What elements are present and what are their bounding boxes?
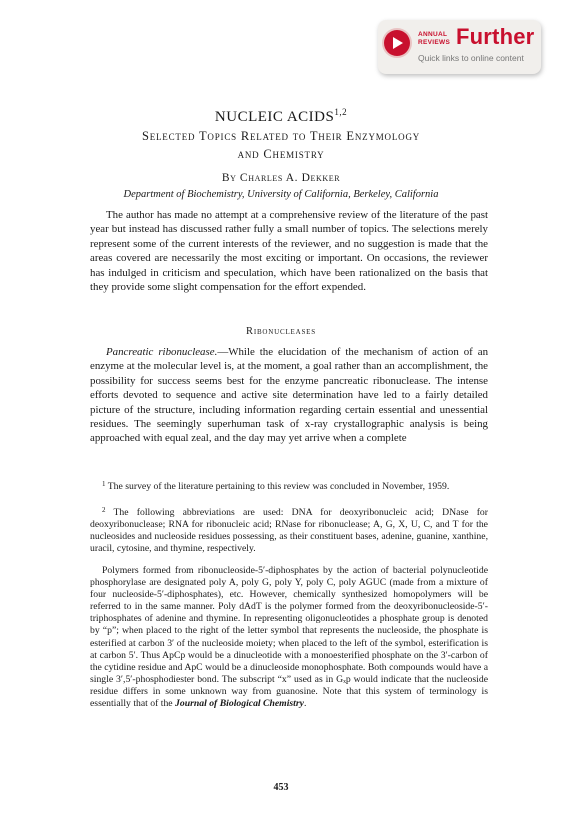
- article-title: [0, 107, 562, 126]
- author-affiliation: Department of Biochemistry, University of California, Berkeley, California: [123, 189, 439, 200]
- page-number: 453: [273, 782, 289, 793]
- footnote-2-continued: [90, 565, 488, 710]
- play-arrow-icon[interactable]: [384, 30, 410, 56]
- footnote-2: [90, 504, 488, 555]
- badge-reviews-text: REVIEWS: [418, 39, 451, 46]
- article-subtitle-line2: and Chemistry: [237, 147, 325, 161]
- intro-paragraph: The author has made no attempt at a comprehensive review of the literature of the past year but instead has discussed rather fully a small number of topics. The selections merely represent some of the current interests of the reviewer, and no suggestion is made that the areas covered are necessarily the most exciting or important. On occasions, the reviewer has indulged in criticism and speculation, which have been rationalized on the basis that they provide some slight compensation for the effort expended.: [90, 209, 488, 294]
- article-subtitle-line1: Selected Topics Related to Their Enzymology: [141, 129, 421, 143]
- further-badge[interactable]: [378, 20, 541, 74]
- author-byline: By Charles A. Dekker: [221, 172, 341, 184]
- footnote-1-text: The survey of the literature pertaining to this review was concluded in November, 1959.: [107, 481, 450, 492]
- journal-title: Journal of Biological Chemistry: [175, 698, 304, 710]
- footnote-2-text: The following abbreviations are used: DNA for deoxyribonucleic acid; DNase for deoxyribonuclease; RNA for ribonucleic acid; RNase for ribonuclease; A, G, X, U, C, and T for the nucleosides and nucleoside residues possessing, as their constituent bases, adenine, guanine, xanthine, uracil, cytosine, and thymine, respectively.: [90, 507, 488, 555]
- badge-subtext: Quick links to online content: [418, 53, 524, 63]
- section-heading: Ribonucleases: [246, 326, 316, 337]
- ribonuclease-paragraph: [90, 345, 488, 446]
- footnote-1: [90, 478, 488, 493]
- title-text: NUCLEIC ACIDS: [214, 109, 335, 125]
- footnote-3-end: .: [303, 698, 307, 710]
- footnote-1-mark: 1: [102, 480, 106, 488]
- ribonuclease-lead: Pancreatic ribonuclease.: [106, 346, 218, 358]
- ribonuclease-text: —While the elucidation of the mechanism of action of an enzyme at the molecular level is, at the moment, a goal rather than an accomplishment, the possibility for success seems best for the enzyme pancreatic ribonuclease. The intense efforts devoted to sequence and active site determination have led to a fairly detailed picture of the structure, including information regarding certain essential and unessential residues. The seemingly superhuman task of x-ray crystallographic analysis is being approached with equal zeal, and the day may yet arrive when a complete: [90, 346, 489, 445]
- badge-further-text: Further: [456, 24, 535, 49]
- title-footnote-marks: 1,2: [334, 107, 348, 117]
- footnote-3-text: Polymers formed from ribonucleoside-5′-diphosphates by the action of bacterial polynucleotide phosphorylase are designated poly A, poly G, poly Y, poly C, poly AGUC (made from a mixture of four nucleoside-5′-diphosphates), etc. However, chemically synthesized homopolymers will be referred to in the same manner. Poly dAdT is the polymer formed from the deoxyribonucleoside-5′-triphosphates of adenine and thymine. In representing oligonucleotides a phosphate group is denoted by “p”; when placed to the right of the letter symbol that represents the nucleoside, the phosphate is esterified at carbon 3′ of the nucleoside moiety; when placed to the left of the symbol, esterification is at carbon 5′. Thus ApCp would be a dinucleotide with a monoesterified phosphate on the 3′-carbon of the cytidine residue and ApC would be a dinucleoside monophosphate. Both compounds would have a single 3′,5′-phosphodiester bond. The subscript “x” used as in Gₓp would indicate that the nucleoside residue differs in some unknown way from guanosine. Note that this system of terminology is essentially that of the: [90, 565, 488, 710]
- badge-annual-text: ANNUAL: [418, 31, 448, 38]
- footnote-2-mark: 2: [102, 506, 106, 514]
